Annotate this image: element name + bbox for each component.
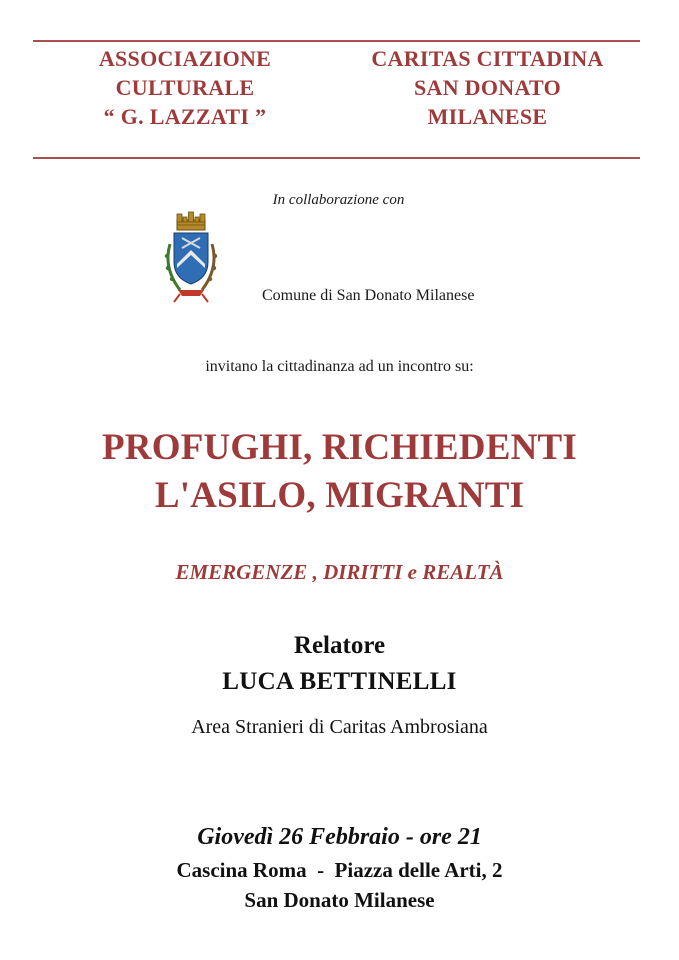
event-city: San Donato Milanese — [244, 888, 435, 912]
event-date: Giovedì 26 Febbraio - ore 21 — [197, 824, 482, 850]
right-org-line-1: CARITAS CITTADINA — [371, 46, 604, 71]
collaboration-intro — [0, 192, 679, 209]
municipal-coat-of-arms-icon — [160, 210, 222, 304]
event-subtitle: EMERGENZE , DIRITTI e REALTÀ — [175, 560, 504, 584]
left-organization — [70, 44, 300, 131]
speaker-name: LUCA BETTINELLI — [222, 668, 457, 695]
collaboration-intro-text: In collaborazione con — [272, 192, 405, 208]
left-org-line-3: “ G. LAZZATI ” — [103, 104, 267, 129]
event-title-line-2: L'ASILO, MIGRANTI — [154, 475, 525, 516]
speaker-role: Relatore — [293, 632, 386, 659]
event-title — [0, 424, 679, 520]
left-org-line-2: CULTURALE — [115, 75, 255, 100]
right-org-line-2: SAN DONATO — [413, 75, 562, 100]
event-title-line-1: PROFUGHI, RICHIEDENTI — [102, 427, 577, 468]
right-org-line-3: MILANESE — [427, 104, 548, 129]
left-org-line-1: ASSOCIAZIONE — [98, 46, 272, 71]
partner-municipality: Comune di San Donato Milanese — [262, 287, 475, 304]
event-venue: Cascina Roma - Piazza delle Arti, 2 — [176, 858, 503, 882]
top-rule — [33, 40, 640, 42]
right-organization — [345, 44, 630, 131]
speaker-affiliation: Area Stranieri di Caritas Ambrosiana — [191, 716, 488, 738]
bottom-rule — [33, 157, 640, 159]
invitation-text: invitano la cittadinanza ad un incontro su: — [205, 358, 474, 375]
